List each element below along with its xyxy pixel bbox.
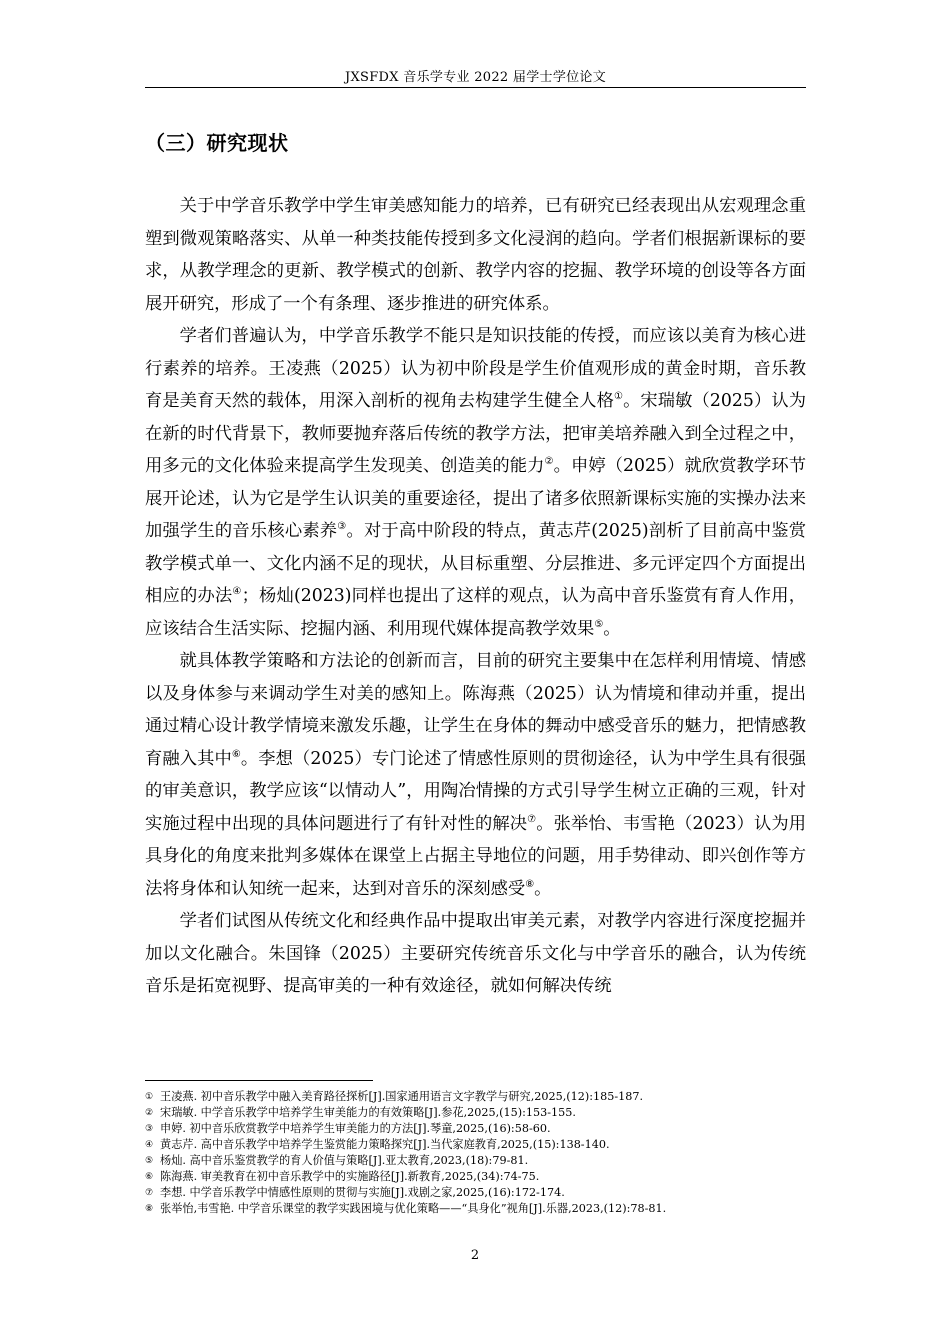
paragraph: [145, 645, 806, 905]
footnote-mark: ④: [145, 1140, 154, 1150]
footnote-text: 黄志芹. 高中音乐教学中培养学生鉴赏能力策略探究[J].当代家庭教育,2025,(15):138-140.: [160, 1138, 610, 1151]
footnote-item: [145, 1121, 845, 1137]
footnote-reference[interactable]: ④: [232, 586, 242, 598]
body-text: [145, 190, 806, 1003]
footnote-mark: ⑥: [145, 1172, 154, 1182]
footnote-item: [145, 1137, 845, 1153]
footnote-reference[interactable]: ⑤: [594, 618, 604, 630]
paragraph-text: 学者们试图从传统文化和经典作品中提取出审美元素，对教学内容进行深度挖掘并加以文化融合。朱国锋（2025）主要研究传统音乐文化与中学音乐的融合，认为传统音乐是拓宽视野、提高审美的一种有效途径，就如何解决传统: [145, 911, 806, 996]
footnote-reference[interactable]: ⑥: [231, 748, 241, 760]
footnote-text: 李想. 中学音乐教学中情感性原则的贯彻与实施[J].戏剧之家,2025,(16):172-174.: [160, 1186, 565, 1199]
footnote-text: 王凌燕. 初中音乐教学中融入美育路径探析[J].国家通用语言文字教学与研究,2025,(12):185-187.: [160, 1090, 644, 1103]
footnote-reference[interactable]: ⑧: [525, 878, 535, 890]
footnote-item: [145, 1105, 845, 1121]
footnote-mark: ③: [145, 1124, 154, 1134]
footnote-text: 张举怡,韦雪艳. 中学音乐课堂的教学实践困境与优化策略——“具身化”视角[J].乐器,2023,(12):78-81.: [160, 1202, 667, 1215]
paragraph: [145, 905, 806, 1003]
paragraph-text: 。张举怡、韦雪艳（2023）认为用具身化的角度来批判多媒体在课堂上占据主导地位的问题，用手势律动、即兴创作等方法将身体和认知统一起来，达到对音乐的深刻感受: [145, 813, 806, 899]
paragraph-text: 。: [534, 878, 552, 899]
footnote-item: [145, 1169, 845, 1185]
footnote-mark: ⑦: [145, 1188, 154, 1198]
paragraph-text: 。宋瑞敏（2025）认为在新的时代背景下，教师要抛弃落后传统的教学方法，把审美培养融入到全过程之中，用多元的文化体验来提高学生发现美、创造美的能力: [145, 391, 807, 476]
paragraph-text: 关于中学音乐教学中学生审美感知能力的培养，已有研究已经表现出从宏观理念重塑到微观策略落实、从单一种类技能传授到多文化浸润的趋向。学者们根据新课标的要求，从教学理念的更新、教学模式的创新、教学内容的挖掘、教学环境的创设等各方面展开研究，形成了一个有条理、逐步推进的研究体系。: [145, 196, 806, 314]
footnote-reference[interactable]: ②: [544, 456, 554, 468]
footnote-text: 陈海燕. 审美教育在初中音乐教学中的实施路径[J].新教育,2025,(34):74-75.: [160, 1170, 540, 1183]
footnote-rule: [145, 1080, 373, 1081]
paragraph: [145, 190, 806, 320]
paragraph: [145, 320, 806, 645]
header-rule: [145, 87, 806, 88]
page-number: 2: [470, 1248, 480, 1263]
footnotes: [145, 1089, 845, 1217]
paragraph-text: ；杨灿(2023)同样也提出了这样的观点，认为高中音乐鉴赏有育人作用，应该结合生活实际、挖掘内涵、利用现代媒体提高教学效果: [145, 586, 806, 639]
paragraph-text: 。李想（2025）专门论述了情感性原则的贯彻途径，认为中学生具有很强的审美意识，教学应该“以情动人”，用陶冶情操的方式引导学生树立正确的三观，针对实施过程中出现的具体问题进行了有针对性的解决: [145, 748, 806, 834]
footnote-reference[interactable]: ①: [614, 391, 624, 403]
footnote-item: [145, 1153, 845, 1169]
footnote-text: 宋瑞敏. 中学音乐教学中培养学生审美能力的有效策略[J].参花,2025,(15):153-155.: [160, 1106, 576, 1119]
footnote-item: [145, 1089, 845, 1105]
footnote-text: 杨灿. 高中音乐鉴赏教学的育人价值与策略[J].亚太教育,2023,(18):79-81.: [160, 1154, 529, 1167]
paragraph-text: 。申婷（2025）就欣赏教学环节展开论述，认为它是学生认识美的重要途径，提出了诸多依照新课标实施的实操办法来加强学生的音乐核心素养: [145, 456, 806, 541]
running-header: JXSFDX 音乐学专业 2022 届学士学位论文: [344, 70, 607, 85]
footnote-item: [145, 1185, 845, 1201]
paragraph-text: 。: [603, 618, 621, 639]
paragraph-text: 就具体教学策略和方法论的创新而言，目前的研究主要集中在怎样利用情境、情感以及身体参与来调动学生对美的感知上。陈海燕（2025）认为情境和律动并重，提出通过精心设计教学情境来激发乐趣，让学生在身体的舞动中感受音乐的魅力，把情感教育融入其中: [145, 651, 806, 769]
footnote-mark: ②: [145, 1108, 154, 1118]
paragraph-text: 学者们普遍认为，中学音乐教学不能只是知识技能的传授，而应该以美育为核心进行素养的培养。王凌燕（2025）认为初中阶段是学生价值观形成的黄金时期，音乐教育是美育天然的载体，用深入剖析的视角去构建学生健全人格: [145, 326, 806, 411]
section-title: （三）研究现状: [145, 131, 289, 155]
footnote-reference[interactable]: ③: [337, 521, 347, 533]
footnote-mark: ①: [145, 1092, 154, 1102]
footnote-mark: ⑧: [145, 1204, 154, 1214]
footnote-mark: ⑤: [145, 1156, 154, 1166]
footnote-text: 申婷. 初中音乐欣赏教学中培养学生审美能力的方法[J].琴童,2025,(16):58-60.: [160, 1122, 551, 1135]
paragraph-text: 。对于高中阶段的特点，黄志芹(2025)剖析了目前高中鉴赏教学模式单一、文化内涵不足的现状，从目标重塑、分层推进、多元评定四个方面提出相应的办法: [145, 521, 806, 606]
footnote-item: [145, 1201, 845, 1217]
footnote-reference[interactable]: ⑦: [527, 813, 537, 825]
